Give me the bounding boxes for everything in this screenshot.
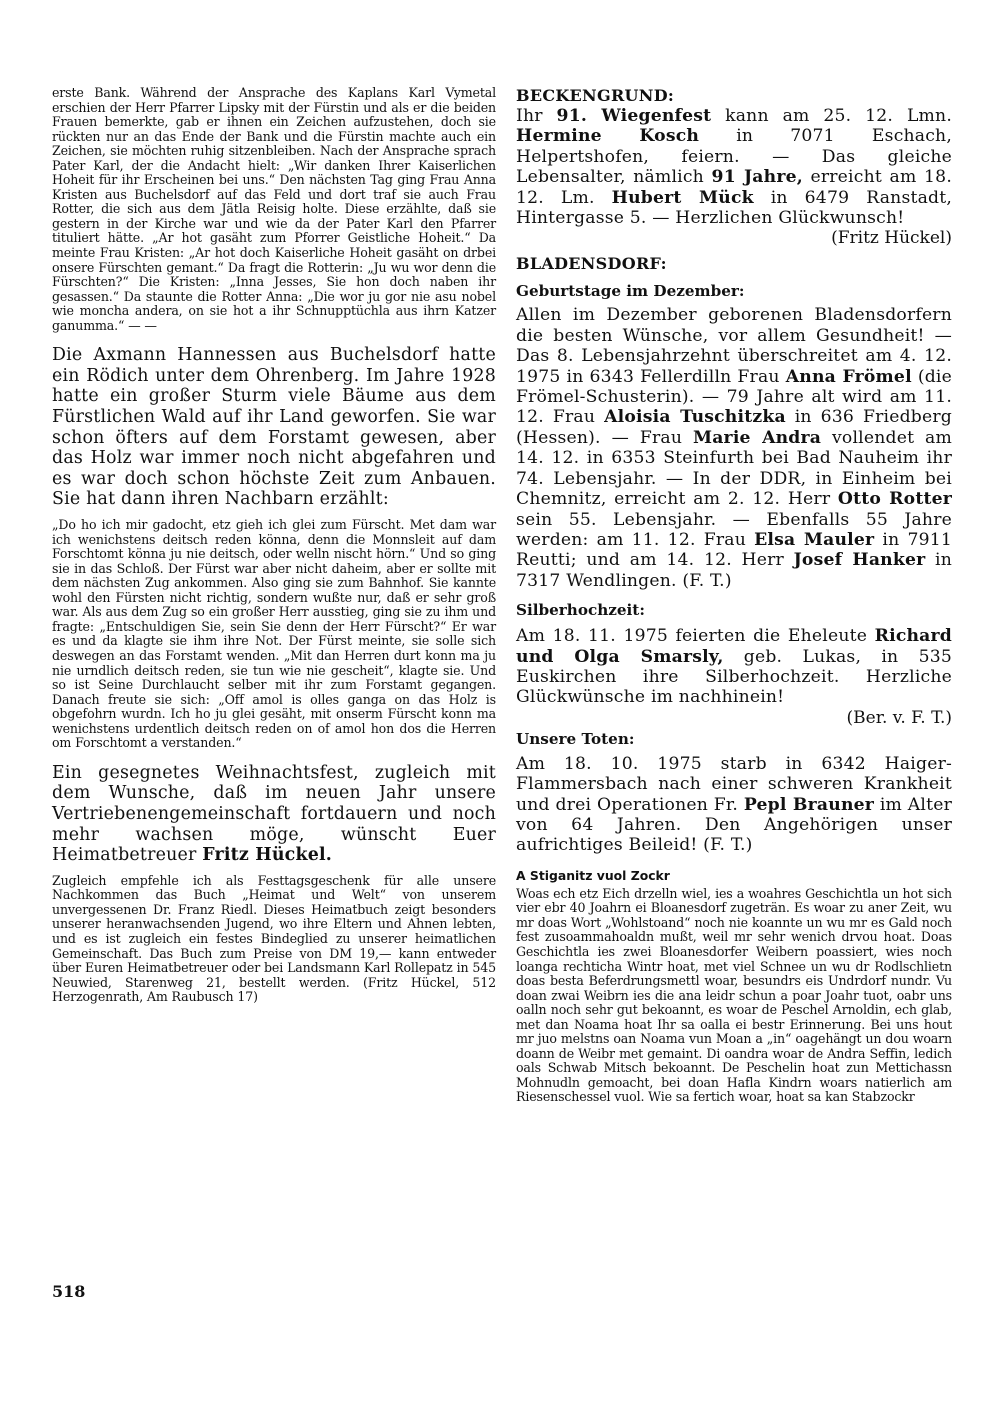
bold-name: Anna Frömel <box>785 366 912 387</box>
text-run: Allen im Dezember geborenen Bladensdorfern die besten Wünsche, vor allem Gesundheit! — Das 8. Lebensjahrzehnt überschreitet am 4. 12. 1975 in 6343 Fellerdilln Frau <box>516 305 952 387</box>
bold-name: Josef Hanker <box>793 550 926 571</box>
subheading-deaths: Unsere Toten: <box>516 729 635 748</box>
signature: (Ber. v. F. T.) <box>846 707 952 728</box>
bold-name: Marie Andra <box>693 427 822 448</box>
paragraph-church-anecdote: erste Bank. Während der Ansprache des Kaplans Karl Vymetal erschien der Herr Pfarrer Lipsky mit der Fürstin und als er die beiden Frauen bemerkte, gab er ihnen ein Zeichen aufzustehen, doch sie rückten nur an das Ende der Bank und die Fürstin machte auch ein Zeichen, sie möchten ruhig sitzenbleiben. Nach der Ansprache sprach Pater Karl, der die Andacht hielt: „Wir danken Ihrer Kaiserlichen Hoheit für ihr Erscheinen bei uns.“ Den nächsten Tag ging Frau Anna Kristen aus Buchelsdorf auf das Feld und dort traf sie auch Frau Rotter, die sich aus dem Jätla Reisig holte. Diese erzählte, daß sie gestern in der Kirche war und wie da der Pater Karl den Pfarrer tituliert hätte. „Ar hot gasäht zum Pforrer Geistliche Hoheit.“ Da meinte Frau Kristen: „Ar hot doch Kaiserliche Hoheit gasäht on drbei onsere Fürschten gemant.“ Da fragt die Rotterin: „Ju wu wor denn die Fürschten?“ Die Kristen: „Inna Jesses, Sie hon doch naben ihr gesassen.“ Da staunte die Rotter Anna: „Die wor ju gor nie asu nobel wie moncha andera, on sie hot a ihr Schnupptüchla aus ihrn Katzer ganumma.“ — — <box>52 85 496 333</box>
story-title: A Stiganitz vuol Zockr <box>516 867 670 883</box>
text-run: in 636 Friedberg (Hessen). — Frau <box>516 407 952 448</box>
text-run: geb. Lukas, in 535 Euskirchen ihre Silberhochzeit. Herzliche Glückwünsche im nachhinein! <box>516 646 952 708</box>
subheading-birthdays: Geburtstage im Dezember: <box>516 282 745 301</box>
text-run: erreicht am 18. 12. Lm. <box>516 167 952 208</box>
paragraph-book-recommendation: Zugleich empfehle ich als Festtagsgeschenk für alle unsere Nachkommen das Buch „Heimat und Welt“ von unserem unvergessenen Dr. Franz Riedl. Dieses Heimatbuch zeigt besonders unserer heranwachsenden Jugend, wo ihre Eltern und Ahnen lebten, und es ist zugleich ein festes Bindeglied zu unserer heimatlichen Gemeinschaft. Das Buch zum Preise von DM 19,— kann entweder über Euren Heimatbetreuer oder bei Landsmann Karl Rollepatz in 545 Neuwied, Starenweg 21, bestellt werden. (Fritz Hückel, 512 Herzogenrath, Am Raubusch 17) <box>52 872 496 1005</box>
bold-name: Hermine Kosch <box>516 126 700 147</box>
bold-run: 91. Wiegenfest <box>556 106 712 126</box>
text-run: kann am 25. 12. Lmn. <box>711 106 952 126</box>
bold-name: Pepl Brauner <box>743 794 875 815</box>
paragraph-axmann-story: Die Axmann Hannessen aus Buchelsdorf hatte ein Rödich unter dem Ohrenberg. Im Jahre 1928 hatte ein großer Sturm viele Bäume aus dem Fürstlichen Wald auf ihr Land geworfen. Sie war schon öfters auf dem Forstamt gewesen, aber das Holz war immer noch nicht abgefahren und es war doch schon höchste Zeit zum Anbauen. Sie hat dann ihren Nachbarn erzählt: <box>52 345 496 510</box>
text-run: Am 18. 11. 1975 feierten die Eheleute <box>516 626 875 647</box>
story-text: Woas ech etz Eich drzelln wiel, ies a woahres Geschichtla un hot sich vier ebr 40 Joahrn ei Bloanesdorf zugeträn. Es woar zu aner Zeit, wu mr doas Wort „Wohlstoand“ noch nie koannte un wu mr es Gald noch fest zusoammahoaldn mußt, weil mr sehr wenich drvou hoat. Doas Geschichtla ies zwei Bloanesdorfer Weibern poassiert, wies noch loanga rechticha Wintr hoat, met viel Schnee un wu dr Rodlschlietn doas besta Beferdrungsmettl woar, besundrs eis Undrdorf nundr. Vu doan zwai Weibrn ies die ana leidr schun a poar Joahr tuot, oabr uns oalln noch sehr gut bekoannt, es woar de Peschel Arnoldin, ech glab, met dan Noama hoat Ihr sa oalla ei bestr Erinnerung. Bei uns hout mr juo melstns oan Noama vun Moan a „in“ oagehängt un dou woarn doann de Weibr met gemaint. Di oandra woar de Andra Seffin, ledich oals Schwab Mitsch bekoannt. De Peschelin hoat zun Mettichassn Mohnudln gemoacht, bei doan Hafla Kindrn woars natierlich am Riesenschessel vuol. Wie sa fertich woar, hoat sa kan Stabzockr <box>516 885 952 1105</box>
left-column <box>52 86 496 1005</box>
text-run: in 7071 Eschach, Helpertshofen, feiern. — Das gleiche Lebensalter, nämlich <box>516 126 952 188</box>
section-beckengrund <box>516 86 952 248</box>
bold-name: Hubert Mück <box>611 187 754 208</box>
bold-name: Elsa Mauler <box>754 529 875 550</box>
right-column <box>516 86 952 1105</box>
paragraph-forstamt-quote: „Do ho ich mir gadocht, etz gieh ich glei zum Fürscht. Met dam war ich wenichstens deitsch reden könna, denn die Monnsleit auf dam Forschtomt könna ju nie deitsch, oder welln nischt hörn.“ Und so ging sie in das Schloß. Der Fürst war aber nicht daheim, aber er sollte mit dem nächsten Zug ankommen. Also ging sie zum Bahnhof. Sie kannte wohl den Fürsten nicht richtig, sondern wußte nur, daß er sehr groß war. Als aus dem Zug so ein großer Herr ausstieg, ging sie zu ihm und fragte: „Entschuldigen Sie, sein Sie denn der Herr Fürscht?“ Er war es und da klagte sie ihm ihre Not. Der Fürst meinte, sie solle sich deswegen an das Forstamt wenden. „Mit dan Herren durt konn ma ju nie urndlich deitsch reden, sie tun wie nie gescheit“, klagte sie. Und so ist Seine Durchlaucht selber mit ihr zum Forstamt gegangen. Danach freute sie sich: „Off amol is olles ganga on das Holz is obgefohrn wurdn. Ich ho ju glei gesäht, mit onserm Fürscht konn ma wenichstens urdentlich deitsch reden on of amol hon dos die Herren om Forschtomt a verstanden.“ <box>52 517 496 751</box>
section-bladensdorf <box>516 254 952 855</box>
section-story <box>516 868 952 1105</box>
text-run: sein 55. Lebensjahr. — Ebenfalls 55 Jahre werden: am 11. 12. Frau <box>516 509 952 550</box>
text-run: in 7317 Wendlingen. (F. T.) <box>516 550 952 591</box>
silver-wedding-text <box>516 626 952 708</box>
signature: (Fritz Hückel) <box>831 228 952 249</box>
bold-run: 91 Jahre, <box>711 167 803 188</box>
text-run: (die Frömel-Schusterin). — 79 Jahre alt wird am 11. 12. Frau <box>516 366 952 428</box>
page-number: 518 <box>52 1282 86 1301</box>
beckengrund-text <box>516 106 952 228</box>
greeting-text: Ein gesegnetes Weihnachtsfest, zugleich mit dem Wunsche, daß im neuen Jahr unsere Vertriebenengemeinschaft fortdauern und noch mehr wachsen möge, wünscht Euer Heimatbetreuer <box>52 762 496 866</box>
bold-name: Otto Rotter <box>837 489 952 510</box>
deaths-text <box>516 754 952 856</box>
greeting-signature: Fritz Hückel. <box>202 845 333 866</box>
text-run: in 7911 Reutti; und am 14. 12. Herr <box>516 529 952 571</box>
heading-beckengrund: BECKENGRUND: <box>516 86 675 105</box>
text-run: vollendet am 14. 12. in 6353 Steinfurth bei Bad Nauheim ihr 74. Lebensjahr. — In der DDR, in Einheim bei Chemnitz, erreicht am 2. 12. Herr <box>516 427 952 510</box>
text-run: Ihr <box>516 106 557 126</box>
subheading-silver-wedding: Silberhochzeit: <box>516 601 645 620</box>
bold-name: Aloisia Tuschitzka <box>604 407 786 428</box>
text-run: Am 18. 10. 1975 starb in 6342 Haiger-Flammersbach nach einer schweren Krankheit und drei Operationen Fr. <box>516 753 952 815</box>
heading-bladensdorf: BLADENSDORF: <box>516 254 667 274</box>
text-run: in 6479 Ranstadt, Hintergasse 5. — Herzlichen Glückwunsch! <box>516 187 952 229</box>
christmas-greeting <box>52 763 496 866</box>
birthdays-text <box>516 305 952 591</box>
bold-name: Richard und Olga Smarsly, <box>516 626 952 667</box>
text-run: im Alter von 64 Jahren. Den Angehörigen unser aufrichtiges Beileid! (F. T.) <box>516 794 952 856</box>
